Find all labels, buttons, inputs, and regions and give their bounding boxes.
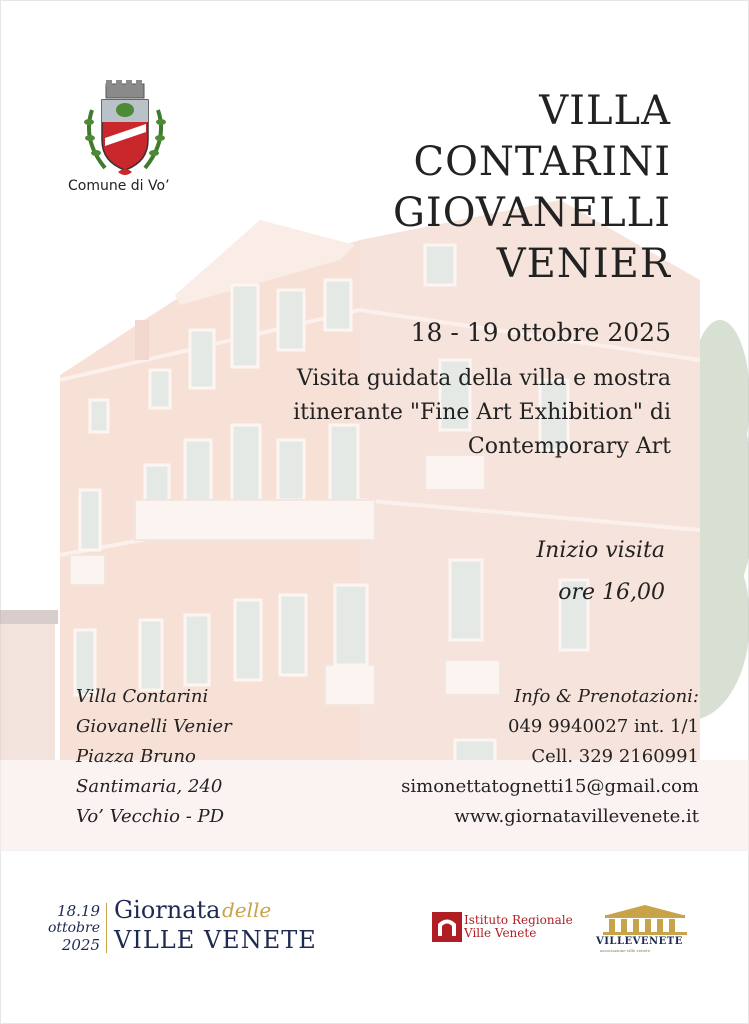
title-line: GIOVANELLI xyxy=(392,190,671,236)
title-line: CONTARINI xyxy=(413,139,671,185)
address-line: Villa Contarini xyxy=(76,686,209,707)
address-line: Giovanelli Venier xyxy=(76,716,232,737)
title-line: VENIER xyxy=(496,241,671,287)
footer-divider xyxy=(0,850,749,851)
villevenete-logo-icon xyxy=(597,905,693,935)
title-line: VILLA xyxy=(539,88,671,134)
giornata-wordmark: Giornata xyxy=(114,896,221,924)
start-hour: ore 16,00 xyxy=(558,580,665,605)
event-dates: 18 - 19 ottobre 2025 xyxy=(410,318,671,347)
villa-title xyxy=(393,86,671,290)
comune-label: Comune di Vo’ xyxy=(68,178,170,194)
website-url: www.giornatavillevenete.it xyxy=(454,806,699,827)
footer-date-days: 18.19 xyxy=(57,902,100,920)
villevenete-brand: VILLEVENETE xyxy=(596,936,683,947)
description-line: Visita guidata della villa e mostra xyxy=(296,366,671,391)
footer-date xyxy=(46,903,100,954)
event-description xyxy=(251,362,671,464)
description-line: itinerante "Fine Art Exhibition" di xyxy=(293,400,671,425)
irvv-line: Istituto Regionale xyxy=(464,913,573,927)
footer-date-month: ottobre xyxy=(47,920,100,936)
venue-address xyxy=(76,682,232,832)
address-line: Vo’ Vecchio - PD xyxy=(76,806,225,827)
irvv-logo-icon xyxy=(432,912,462,942)
irvv-line: Ville Venete xyxy=(464,926,537,940)
description-line: Contemporary Art xyxy=(467,434,671,459)
irvv-name xyxy=(464,914,573,940)
address-line: Santimaria, 240 xyxy=(76,776,223,797)
delle-wordmark: delle xyxy=(222,898,272,922)
comune-coat-of-arms-icon xyxy=(80,80,170,180)
cell-number: Cell. 329 2160991 xyxy=(531,746,699,767)
start-label: Inizio visita xyxy=(536,538,665,563)
email-address: simonettatognetti15@gmail.com xyxy=(401,776,699,797)
ville-venete-wordmark: VILLE VENETE xyxy=(114,926,317,954)
booking-heading: Info & Prenotazioni: xyxy=(514,686,699,707)
address-line: Piazza Bruno xyxy=(76,746,196,767)
booking-info xyxy=(401,682,699,832)
footer-date-year: 2025 xyxy=(61,936,100,954)
footer-separator xyxy=(106,903,107,953)
villevenete-subtitle: associazione ville venete xyxy=(600,948,651,953)
start-time xyxy=(536,530,665,614)
phone-number: 049 9940027 int. 1/1 xyxy=(508,716,699,737)
